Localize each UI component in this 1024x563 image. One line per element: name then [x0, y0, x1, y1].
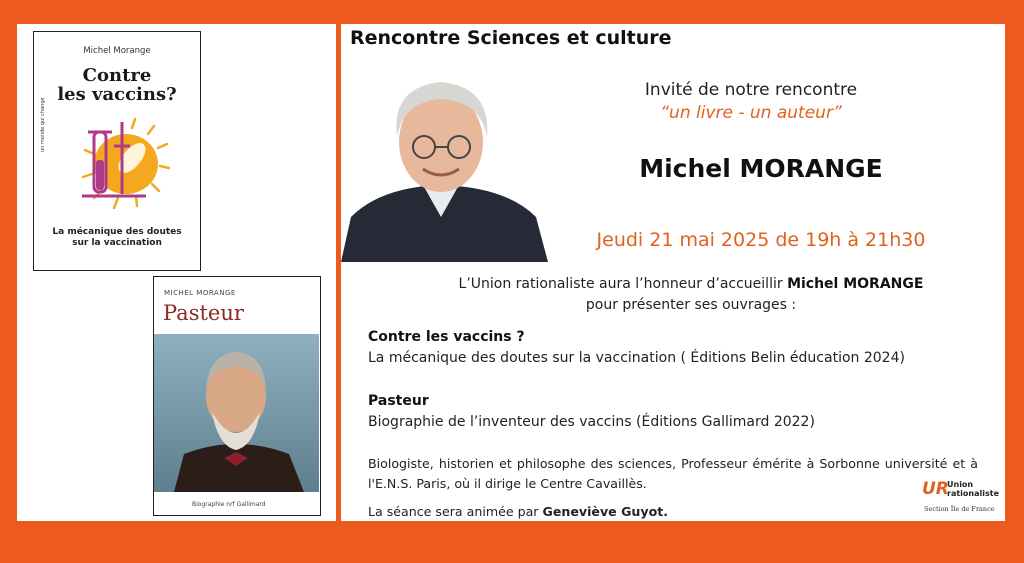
- author-photo: [341, 57, 548, 262]
- book1-title-line2: les vaccins?: [57, 84, 177, 105]
- logo-mark: UR: [922, 479, 949, 499]
- book1-title: [34, 66, 200, 104]
- event-intro: [421, 274, 961, 316]
- book-cover-pasteur: [153, 276, 321, 516]
- book-entry-title: Pasteur: [368, 393, 429, 409]
- book-covers-panel: [17, 24, 336, 521]
- book1-author: Michel Morange: [83, 46, 151, 56]
- guest-name: Michel MORANGE: [639, 154, 883, 183]
- book2-publisher: Biographie nrf Gallimard: [192, 501, 266, 508]
- book1-title-line1: Contre: [82, 65, 152, 86]
- invite-series: “un livre - un auteur”: [660, 103, 842, 123]
- event-header: Rencontre Sciences et culture: [350, 27, 672, 49]
- book2-author: MICHEL MORANGE: [164, 289, 236, 297]
- logo-section: Section Île de France: [924, 505, 995, 513]
- intro-text-2: pour présenter ses ouvrages :: [585, 297, 797, 313]
- logo-name: [947, 480, 999, 498]
- moderator-name: Geneviève Guyot.: [542, 504, 669, 519]
- book2-title: Pasteur: [163, 301, 244, 325]
- book-entry: [368, 327, 905, 369]
- event-date: Jeudi 21 mai 2025 de 19h à 21h30: [596, 229, 926, 251]
- book1-subtitle-line1: La mécanique des doutes: [52, 227, 182, 237]
- virus-lab-illustration: [74, 114, 174, 214]
- book-entry-title: Contre les vaccins ?: [368, 329, 525, 345]
- book-cover-contre-les-vaccins: [33, 31, 201, 271]
- moderator-text: La séance sera animée par: [368, 504, 543, 519]
- intro-text: L’Union rationaliste aura l’honneur d’accueillir: [458, 276, 788, 292]
- pasteur-portrait-image: [154, 334, 319, 492]
- event-announcement-panel: [341, 24, 1005, 521]
- logo-name-line1: Union: [947, 480, 974, 489]
- union-rationaliste-logo: [919, 475, 1005, 519]
- logo-name-line2: rationaliste: [947, 489, 999, 498]
- book-entry: [368, 391, 815, 433]
- book-entry-desc: La mécanique des doutes sur la vaccination ( Éditions Belin éducation 2024): [368, 350, 905, 366]
- book1-subtitle-line2: sur la vaccination: [72, 238, 162, 248]
- book1-subtitle: [34, 227, 200, 249]
- invite-line: Invité de notre rencontre: [644, 80, 858, 100]
- moderator-line: [368, 504, 668, 519]
- author-bio: Biologiste, historien et philosophe des sciences, Professeur émérite à Sorbonne université et à l'E.N.S. Paris, où il dirige le Centre Cavaillès.: [368, 456, 978, 491]
- book1-collection: un monde qui change: [40, 97, 46, 152]
- book-entry-desc: Biographie de l’inventeur des vaccins (Éditions Gallimard 2022): [368, 414, 815, 430]
- intro-guest-name: Michel MORANGE: [787, 276, 924, 292]
